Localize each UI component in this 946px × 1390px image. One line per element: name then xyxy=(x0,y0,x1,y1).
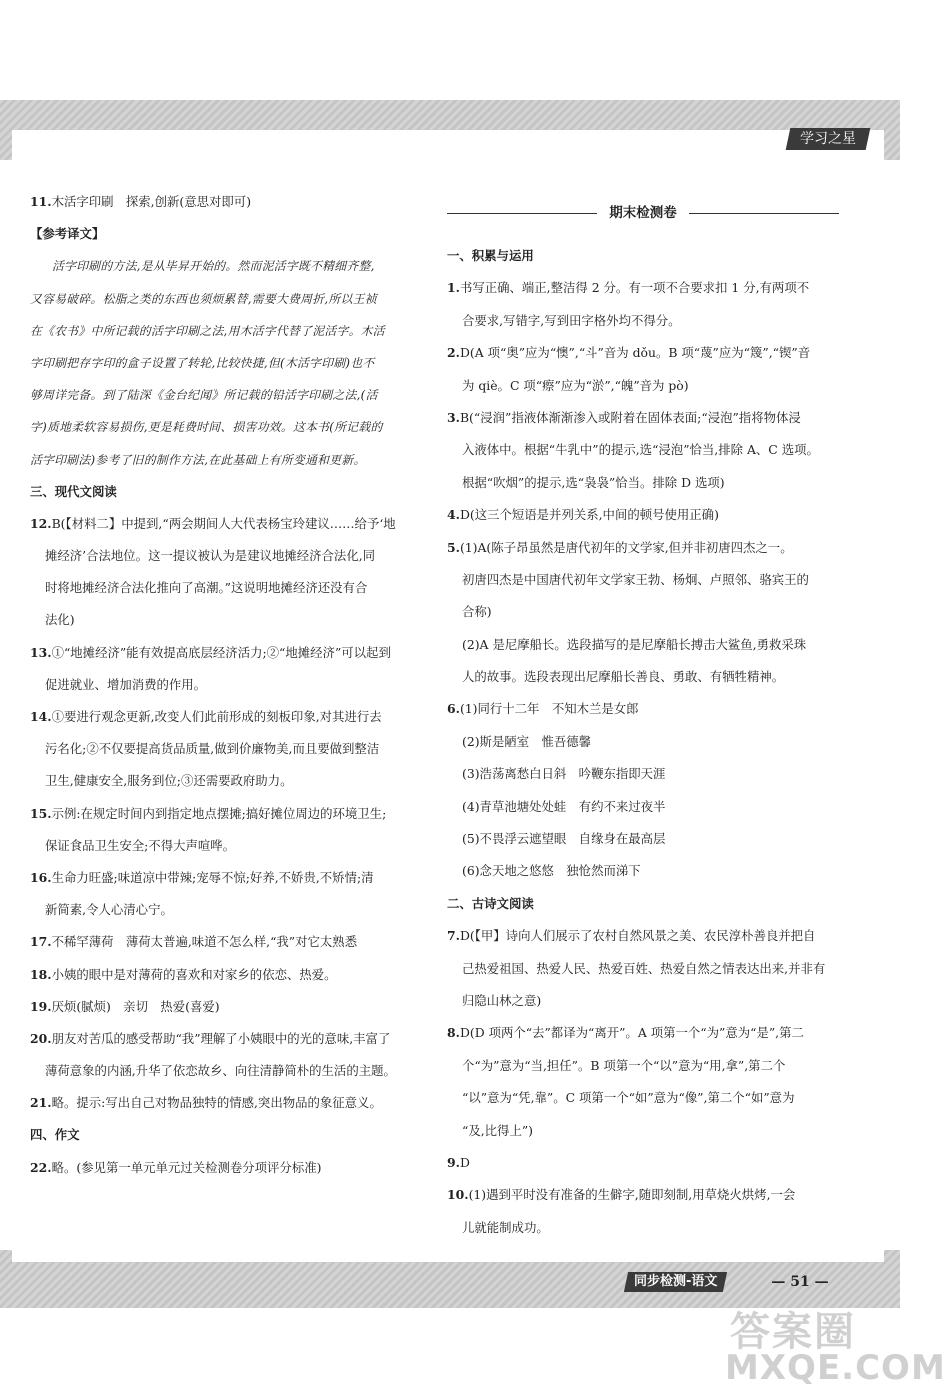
question-number: 14. xyxy=(30,709,52,724)
question-number: 6. xyxy=(447,701,460,717)
answer-line xyxy=(447,370,839,402)
answer-line xyxy=(447,823,839,855)
answer-text: B(【材料二】中提到,“两会期间人大代表杨宝玲建议……给予‘地 xyxy=(51,515,396,531)
page-number: — 51 — xyxy=(771,1274,829,1290)
answer-text: “及,比得上”) xyxy=(462,1122,534,1138)
question-number: 18. xyxy=(30,966,52,982)
answer-text: 时将地摊经济合法化推向了高潮。”这说明地摊经济还没有合 xyxy=(45,580,368,596)
answer-text: B(“浸润”指液体渐渐渗入或附着在固体表面;“浸泡”指将物体浸 xyxy=(459,409,801,425)
answer-text: 个“为”意为“当,担任”。B 项第一个“以”意为“用,拿”,第二个 xyxy=(462,1057,786,1073)
answer-text: (2)A 是尼摩船长。选段描写的是尼摩船长搏击大鲨鱼,勇救采珠 xyxy=(462,636,807,652)
answer-text: 厌烦(腻烦) 亲切 热爱(喜爱) xyxy=(51,998,220,1014)
answer-line xyxy=(447,855,839,887)
answer-text: 保证食品卫生安全;不得大声喧哗。 xyxy=(45,837,236,853)
answer-text: 略。提示:写出自己对物品独特的情感,突出物品的象征意义。 xyxy=(51,1095,382,1111)
answer-text: 卫生,健康安全,服务到位;③还需要政府助力。 xyxy=(45,773,293,789)
watermark-text: 答案圈 xyxy=(730,1309,856,1355)
question-number: 9. xyxy=(447,1154,460,1170)
answer-text: 摊经济’合法地位。这一提议被认为是建议地摊经济合法化,同 xyxy=(45,548,376,564)
answer-line xyxy=(447,1115,839,1147)
answer-line xyxy=(30,991,422,1023)
question-number: 7. xyxy=(447,928,460,944)
answer-line xyxy=(447,499,839,531)
question-number: 16. xyxy=(30,869,52,885)
answer-text: 木活字印刷 探索,创新(意思对即可) xyxy=(51,194,252,209)
translation-line: 在《农书》中所记载的活字印刷之法,用木活字代替了泥活字。木活 xyxy=(30,323,385,338)
answer-line xyxy=(30,637,422,669)
question-number: 10. xyxy=(447,1187,469,1203)
answer-line xyxy=(447,596,839,628)
answer-line xyxy=(447,629,839,661)
brand-label: 学习之星 xyxy=(786,128,871,150)
answer-line xyxy=(447,305,839,337)
answer-text: D(这三个短语是并列关系,中间的顿号使用正确) xyxy=(459,507,719,523)
answer-text: “以”意为“凭,靠”。C 项第一个“如”意为“像”,第二个“如”意为 xyxy=(462,1090,795,1106)
question-number: 3. xyxy=(447,409,460,425)
right-column xyxy=(447,186,839,1244)
answer-line xyxy=(447,791,839,823)
question-number: 5. xyxy=(447,539,460,555)
translation-line: 够周详完备。到了陆深《金台纪闻》所记载的铅活字印刷之法,(活 xyxy=(30,388,378,403)
answer-text: D(【甲】诗向人们展示了农村自然风景之美、农民淳朴善良并把自 xyxy=(459,928,816,944)
question-number: 4. xyxy=(447,507,460,523)
answer-text: (5)不畏浮云遮望眼 自缘身在最高层 xyxy=(462,831,666,847)
answer-line xyxy=(447,1017,839,1049)
answer-line xyxy=(447,1147,839,1179)
translation-line: 活字印刷法)参考了旧的制作方法,在此基础上有所变通和更新。 xyxy=(30,452,366,467)
section-heading: 二、古诗文阅读 xyxy=(447,895,534,911)
answer-line xyxy=(447,920,839,952)
question-number: 21. xyxy=(30,1095,52,1111)
answer-text: ①“地摊经济”能有效提高底层经济活力;②“地摊经济”可以起到 xyxy=(51,644,391,660)
question-number: 8. xyxy=(447,1025,460,1041)
answer-text: D(A 项“奥”应为“懊”,“斗”音为 dǒu。B 项“蔑”应为“篾”,“锲”音 xyxy=(459,345,811,361)
answer-text: 法化) xyxy=(45,612,75,628)
section-heading: 一、积累与运用 xyxy=(447,248,534,263)
answer-line xyxy=(447,1082,839,1114)
answer-text: 初唐四杰是中国唐代初年文学家王勃、杨炯、卢照邻、骆宾王的 xyxy=(462,571,809,587)
question-number: 13. xyxy=(30,644,52,660)
answer-line xyxy=(30,862,422,894)
answer-line xyxy=(447,1212,839,1244)
answer-line xyxy=(30,798,422,830)
answer-text: 略。(参见第一单元单元过关检测卷分项评分标准) xyxy=(51,1159,322,1175)
answer-text: 归隐山林之意) xyxy=(462,992,542,1008)
answer-line xyxy=(447,467,839,499)
answer-text: 为 qiè。C 项“瘵”应为“淤”,“魄”音为 pò) xyxy=(462,377,689,393)
answer-text: 书写正确、端正,整洁得 2 分。有一项不合要求扣 1 分,有两项不 xyxy=(459,280,810,296)
translation-line: 字印刷把存字印的盒子设置了转轮,比较快捷,但(木活字印刷)也不 xyxy=(30,355,375,370)
translation-line: 又容易破碎。松脂之类的东西也须烦累替,需要大费周折,所以王祯 xyxy=(30,291,377,306)
answer-text: (2)斯是陋室 惟吾德馨 xyxy=(462,733,592,749)
answer-line xyxy=(447,272,839,304)
answer-text: 己热爱祖国、热爱人民、热爱百姓、热爱自然之情表达出来,并非有 xyxy=(462,960,826,976)
answer-text: 根据“吹烟”的提示,选“袅袅”恰当。排除 D 选项) xyxy=(462,474,725,490)
answer-text: D(D 项两个“去”都译为“离开”。A 项第一个“为”意为“是”,第二 xyxy=(459,1025,804,1041)
answer-line xyxy=(447,564,839,596)
answer-line xyxy=(30,604,422,636)
left-column xyxy=(30,186,422,1184)
question-number: 11. xyxy=(30,194,52,209)
answer-line xyxy=(30,572,422,604)
answer-line xyxy=(30,959,422,991)
answer-text: 入液体中。根据“牛乳中”的提示,选“浸泡”恰当,排除 A、C 选项。 xyxy=(462,442,819,458)
answer-line xyxy=(30,508,422,540)
answer-text: D xyxy=(459,1154,470,1170)
question-number: 20. xyxy=(30,1030,52,1046)
answer-line xyxy=(30,1152,422,1184)
answer-text: 促进就业、增加消费的作用。 xyxy=(45,676,207,692)
footer-label: 同步检测-语文 xyxy=(624,1272,728,1292)
answer-text: 示例:在规定时间内到指定地点摆摊;搞好摊位周边的环境卫生; xyxy=(51,805,387,821)
question-number: 22. xyxy=(30,1159,52,1175)
answer-line xyxy=(447,1179,839,1211)
answer-line xyxy=(447,532,839,564)
answer-text: 薄荷意象的内涵,升华了依恋故乡、向往清静简朴的生活的主题。 xyxy=(45,1063,396,1079)
answer-line xyxy=(30,1087,422,1119)
section-title: 期末检测卷 xyxy=(447,186,839,240)
answer-text: (1)同行十二年 不知木兰是女郎 xyxy=(459,701,639,717)
translation-line: 字)质地柔软容易损伤,更是耗费时间、损害功效。这本书(所记载的 xyxy=(30,420,383,435)
watermark-url: MXQE.COM xyxy=(725,1348,946,1388)
answer-line xyxy=(447,758,839,790)
question-number: 1. xyxy=(447,280,460,296)
answer-text: 不稀罕薄荷 薄荷太普遍,味道不怎么样,“我”对它太熟悉 xyxy=(51,934,358,950)
section-heading: 【参考译文】 xyxy=(30,226,105,242)
answer-text: 污名化;②不仅要提高货品质量,做到价廉物美,而且要做到整洁 xyxy=(45,741,380,757)
answer-text: 人的故事。选段表现出尼摩船长善良、勇敢、有牺牲精神。 xyxy=(462,669,785,685)
answer-text: 儿就能制成功。 xyxy=(462,1219,549,1235)
answer-line xyxy=(447,402,839,434)
answer-line xyxy=(447,661,839,693)
answer-text: 朋友对苦瓜的感受帮助“我”理解了小姨眼中的光的意味,丰富了 xyxy=(51,1030,391,1046)
answer-line xyxy=(30,540,422,572)
section-heading: 四、作文 xyxy=(30,1127,80,1143)
section-heading: 三、现代文阅读 xyxy=(30,483,117,499)
answer-line xyxy=(30,830,422,862)
answer-text: 合称) xyxy=(462,604,492,620)
answer-text: 合要求,写错字,写到田字格外均不得分。 xyxy=(462,312,681,328)
question-number: 12. xyxy=(30,515,52,531)
answer-line xyxy=(30,1055,422,1087)
answer-line xyxy=(447,693,839,725)
answer-text: (6)念天地之悠悠 独怆然而涕下 xyxy=(462,863,641,879)
answer-line xyxy=(447,337,839,369)
answer-line xyxy=(30,894,422,926)
answer-text: 新简素,令人心清心宁。 xyxy=(45,902,173,918)
answer-line xyxy=(30,701,422,733)
watermark-logo xyxy=(720,1300,946,1390)
answer-line xyxy=(447,1050,839,1082)
answer-line xyxy=(30,765,422,797)
answer-text: 小姨的眼中是对薄荷的喜欢和对家乡的依恋、热爱。 xyxy=(51,966,337,982)
answer-line xyxy=(447,726,839,758)
answer-text: 生命力旺盛;味道凉中带辣;宠辱不惊;好养,不娇贵,不矫情;清 xyxy=(51,869,374,885)
answer-text: (3)浩荡离愁白日斜 吟鞭东指即天涯 xyxy=(462,766,666,782)
answer-line xyxy=(447,953,839,985)
answer-text: (1)A(陈子昂虽然是唐代初年的文学家,但并非初唐四杰之一。 xyxy=(459,539,793,555)
question-number: 15. xyxy=(30,805,52,821)
question-number: 17. xyxy=(30,934,52,950)
answer-line xyxy=(30,186,422,218)
answer-text: ①要进行观念更新,改变人们此前形成的刻板印象,对其进行去 xyxy=(51,709,382,724)
answer-text: (4)青草池塘处处蛙 有约不来过夜半 xyxy=(462,798,666,814)
question-number: 19. xyxy=(30,998,52,1014)
answer-line xyxy=(30,926,422,958)
question-number: 2. xyxy=(447,345,460,361)
answer-line xyxy=(30,1023,422,1055)
translation-line: 活字印刷的方法,是从毕昇开始的。然而泥活字既不精细齐整, xyxy=(52,259,375,274)
answer-line xyxy=(30,669,422,701)
header-band xyxy=(0,100,900,160)
answer-line xyxy=(447,434,839,466)
answer-text: (1)遇到平时没有准备的生僻字,随即刻制,用草烧火烘烤,一会 xyxy=(468,1187,796,1203)
answer-line xyxy=(30,733,422,765)
answer-line xyxy=(447,985,839,1017)
